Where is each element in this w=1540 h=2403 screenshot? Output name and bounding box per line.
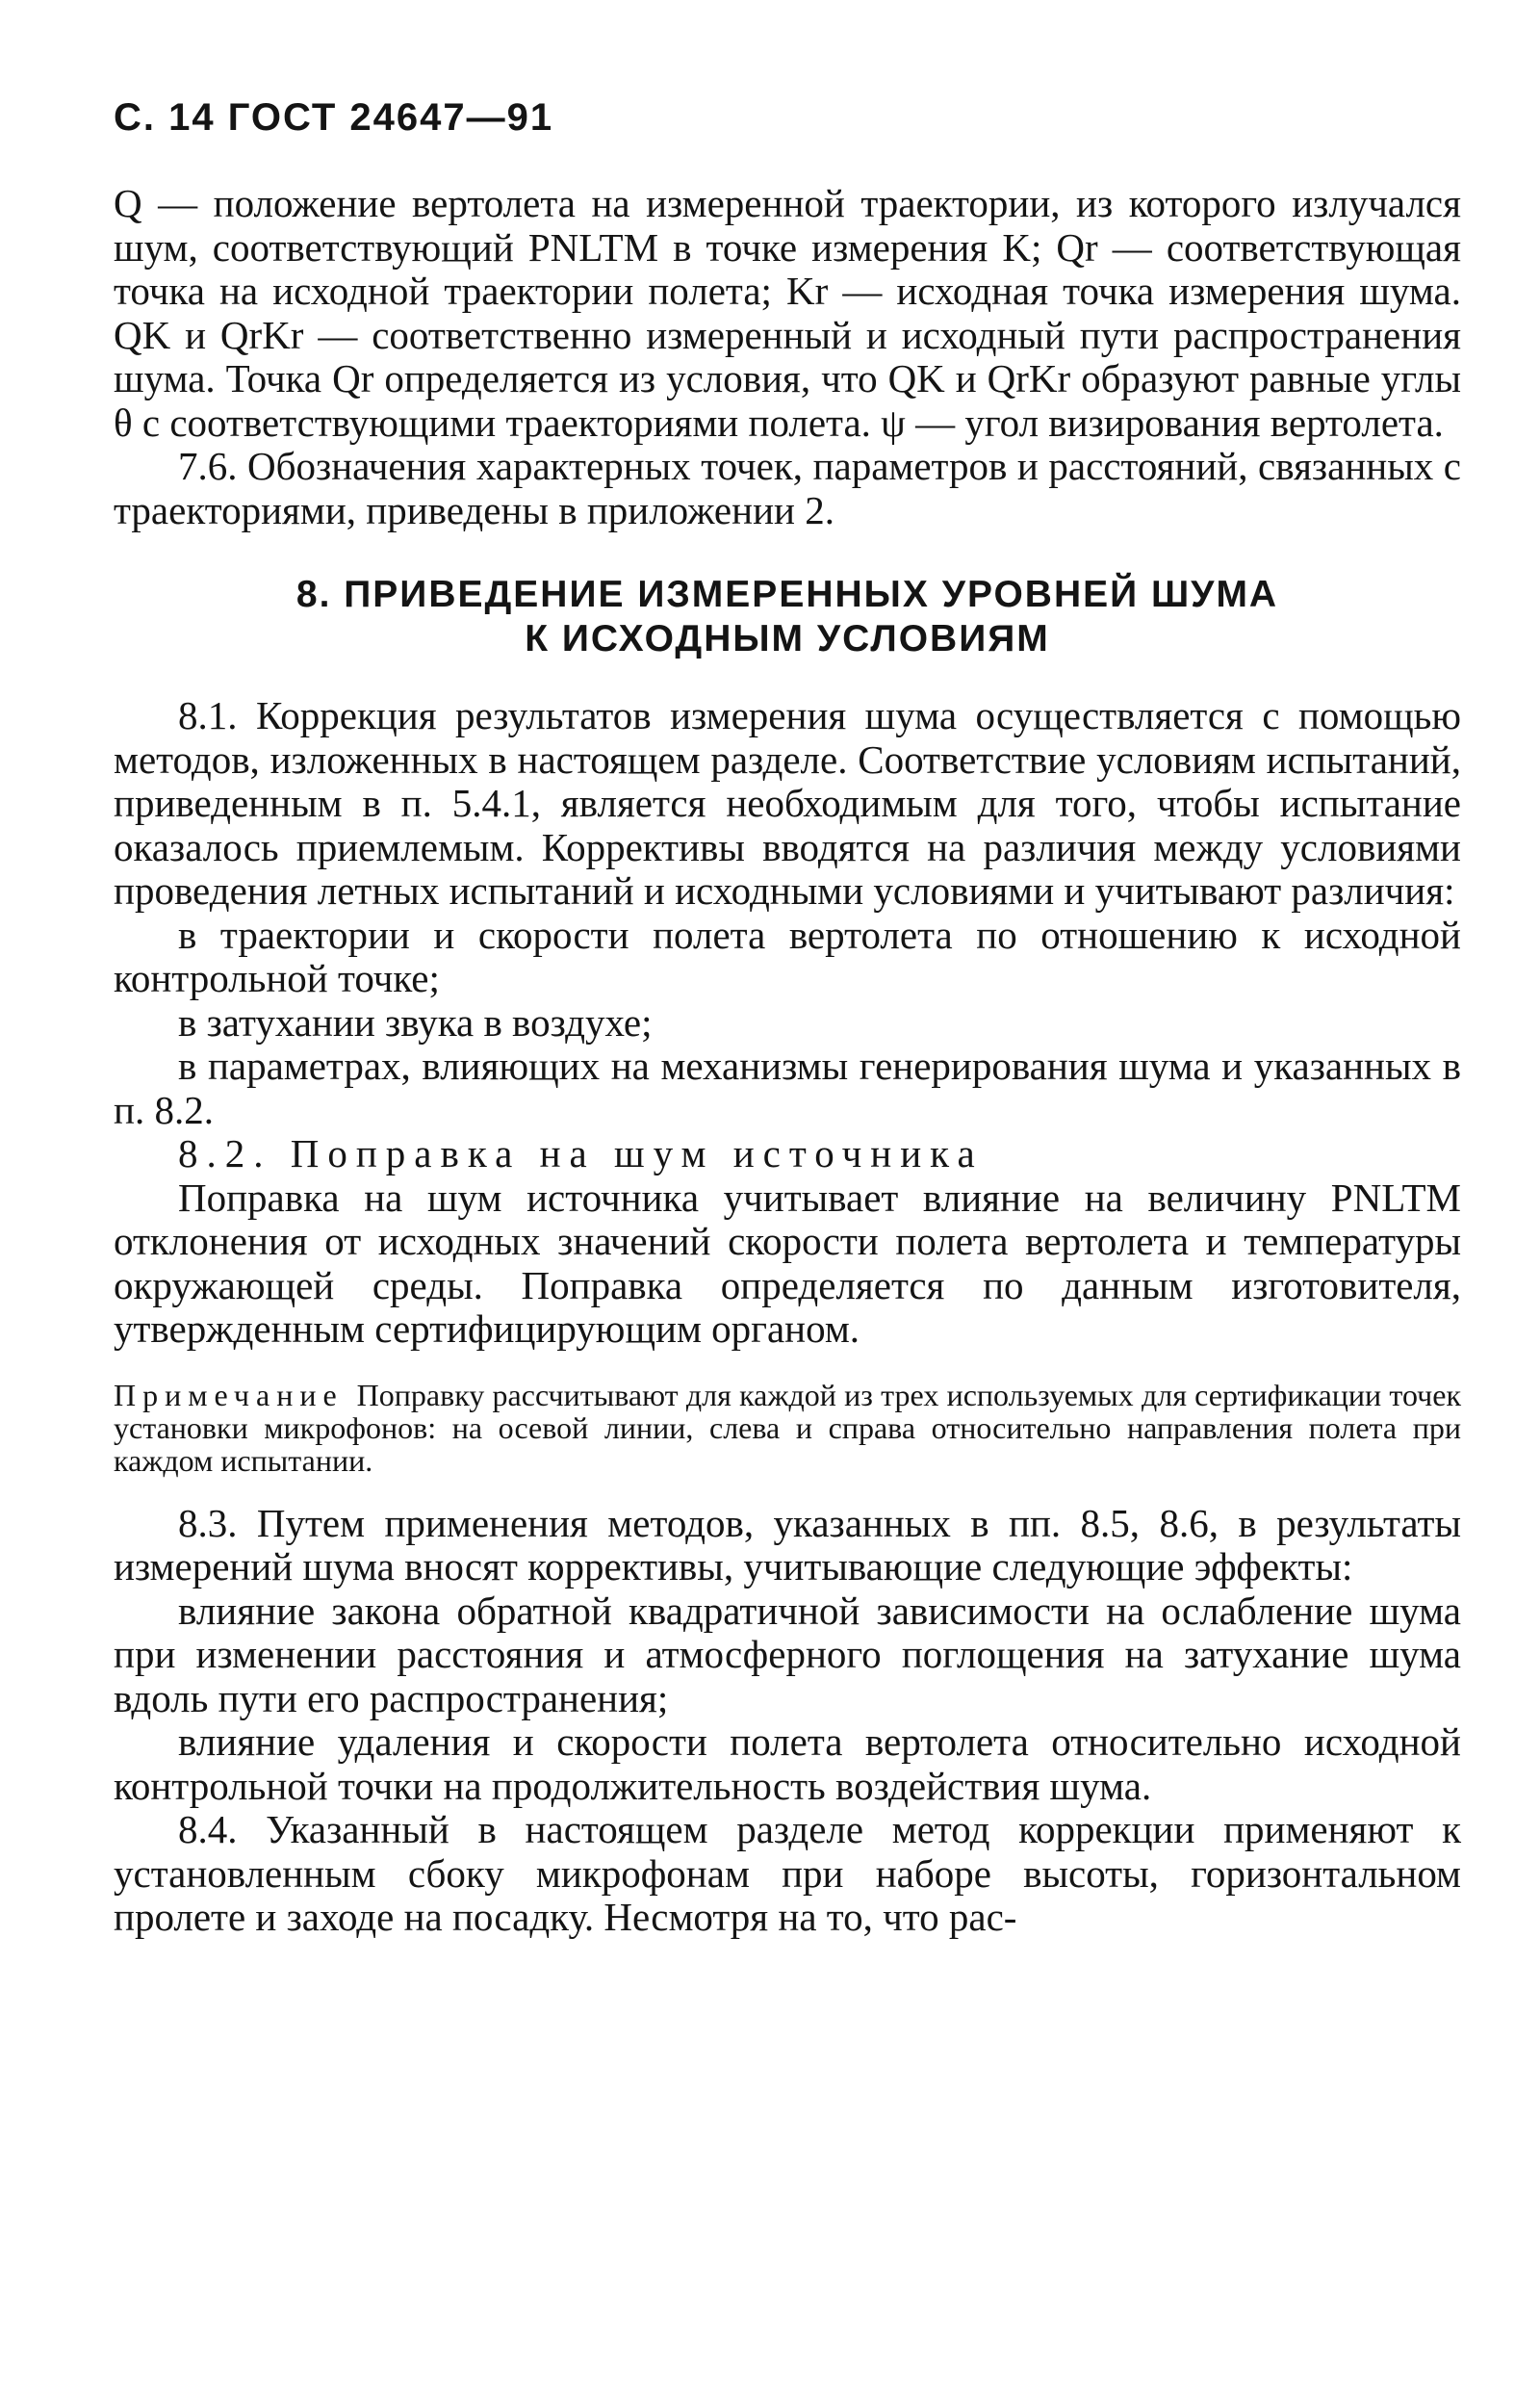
paragraph-8-2: Поправка на шум источника учитывает влияние на величину PNLTM отклонения от исходных значений скорости полета вертолета и температуры окружающей среды. Поправка определяется по данным изготовителя, утвержденным сертифицирующим органом. [114,1175,1461,1351]
paragraph-8-4: 8.4. Указанный в настоящем разделе метод коррекции применяют к установленным сбоку микрофонам при наборе высоты, горизонтальном пролете и заходе на посадку. Несмотря на то, что рас- [114,1807,1461,1939]
list-item-8-1-parameters: в параметрах, влияющих на механизмы генерирования шума и указанных в п. 8.2. [114,1044,1461,1132]
note-block [114,1379,1461,1477]
section-8-heading [114,573,1461,661]
note-label: Примечание [114,1377,344,1412]
paragraph-7-6: 7.6. Обозначения характерных точек, параметров и расстояний, связанных с траекториями, приведены в приложении 2. [114,444,1461,532]
paragraph-8-3: 8.3. Путем применения методов, указанных в пп. 8.5, 8.6, в результаты измерений шума вносят коррективы, учитывающие следующие эффекты: [114,1500,1461,1589]
page-header: С. 14 ГОСТ 24647—91 [114,96,554,139]
list-item-8-1-trajectory: в траектории и скорости полета вертолета по отношению к исходной контрольной точке; [114,912,1461,1000]
list-item-8-1-attenuation: в затухании звука в воздухе; [178,999,653,1045]
list-item-8-3-inverse-square: влияние закона обратной квадратичной зависимости на ослабление шума при изменении расстояния и атмосферного поглощения на затухание шума вдоль пути его распространения; [114,1588,1461,1720]
list-item-8-3-duration: влияние удаления и скорости полета вертолета относительно исходной контрольной точки на продолжительность воздействия шума. [114,1719,1461,1808]
paragraph-q-definition: Q — положение вертолета на измеренной траектории, из которого излучался шум, соответствующий PNLTM в точке измерения K; Qr — соответствующая точка на исходной траектории полета; Kr — исходная точка измерения шума. QK и QrKr — соответственно измеренный и исходный пути распространения шума. Точка Qr определяется из условия, что QK и QrKr образуют равные углы θ с соответствующими траекториями полета. ψ — угол визирования вертолета. [114,181,1461,445]
section-8-title-line2: К ИСХОДНЫМ УСЛОВИЯМ [525,618,1050,659]
note-text: Поправку рассчитывают для каждой из трех используемых для сертификации точек установки микрофонов: на осевой линии, слева и справа относительно направления полета при каждом испытании. [114,1377,1461,1478]
paragraph-8-2-title: 8.2. Поправка на шум источника [178,1131,984,1176]
section-8-title-line1: 8. ПРИВЕДЕНИЕ ИЗМЕРЕННЫХ УРОВНЕЙ ШУМА [295,574,1279,615]
paragraph-8-1: 8.1. Коррекция результатов измерения шума осуществляется с помощью методов, изложенных в настоящем разделе. Соответствие условиям испытаний, приведенным в п. 5.4.1, является необходимым для того, чтобы испытание оказалось приемлемым. Коррективы вводятся на различия между условиями проведения летных испытаний и исходными условиями и учитывают различия: [114,693,1461,913]
document-page [114,96,1461,1940]
